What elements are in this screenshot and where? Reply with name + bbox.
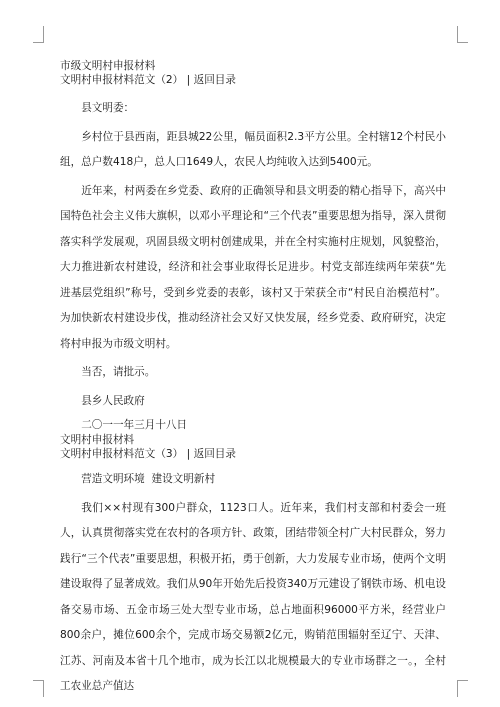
crop-mark-bottom-right (457, 680, 468, 697)
document-body (60, 59, 446, 700)
section2-title-line (60, 447, 446, 461)
section2-heading: 营造文明环境 建设文明新村 (81, 473, 216, 485)
crop-mark-top-left (33, 26, 44, 43)
signature-org: 县乡人民政府 (81, 394, 145, 407)
paragraph: 近年来，村两委在乡党委、政府的正确领导和县文明委的精心指导下，高兴中国特色社会主义伟大旗帜，以邓小平理论和“三个代表”重要思想为指导，深入贯彻落实科学发展观，巩固县级文明村创建成果，并在全村实施村庄规划，风貌整治，大力推进新农村建设，经济和社会事业取得长足进步。村党支部连续两年荣获“先进基层党组织”称号，受到乡党委的表彰，该村又于荣获全市“村民自治模范村”。为加快新农村建设步伐，推动经济社会又好又快发展，经乡党委、政府研究，决定将村申报为市级文明村。 (60, 184, 446, 350)
paragraph: 我们××村现有300户群众，1123口人。近年来，我们村支部和村委会一班人，认真贯彻落实党在农村的各项方针、政策，团结带领全村广大村民群众，努力践行“三个代表”重要思想，积极开拓，勇于创新，大力发展专业市场，使两个文明建设取得了显著成效。我们从90年开始先后投资340万元建设了钢铁市场、机电设备交易市场、五金市场三处大型专业市场，总占地面积96000平方米，经营业户800余户，摊位600余个，完成市场交易额2亿元，购销范围辐射至辽宁、天津、江苏、河南及本省十几个地市，成为长江以北规模最大的专业市场群之一。，全村工农业总产值达 (60, 501, 446, 692)
title-separator: | (186, 448, 191, 460)
document-header-line: 市级文明村申报材料 (60, 60, 156, 72)
paragraph: 乡村位于县西南，距县城22公里，幅员面积2.3平方公里。全村辖12个村民小组，总户数418户，总人口1649人，农民人均纯收入达到5400元。 (60, 130, 446, 168)
salutation: 县文明委： (81, 102, 135, 114)
signature-date: 二〇一一年三月十八日 (81, 419, 188, 431)
back-to-toc-link[interactable]: 返回目录 (193, 448, 236, 460)
back-to-toc-link[interactable]: 返回目录 (193, 74, 236, 86)
section2-header-line: 文明村申报材料 (60, 434, 135, 446)
section1-title-line (60, 73, 446, 87)
crop-mark-bottom-left (33, 680, 44, 697)
title-separator: | (186, 74, 191, 86)
request-line: 当否，请批示。 (81, 366, 156, 378)
crop-mark-top-right (457, 26, 468, 43)
section2-title: 文明村申报材料范文（3） (60, 448, 184, 460)
section1-title: 文明村申报材料范文（2） (60, 74, 184, 86)
